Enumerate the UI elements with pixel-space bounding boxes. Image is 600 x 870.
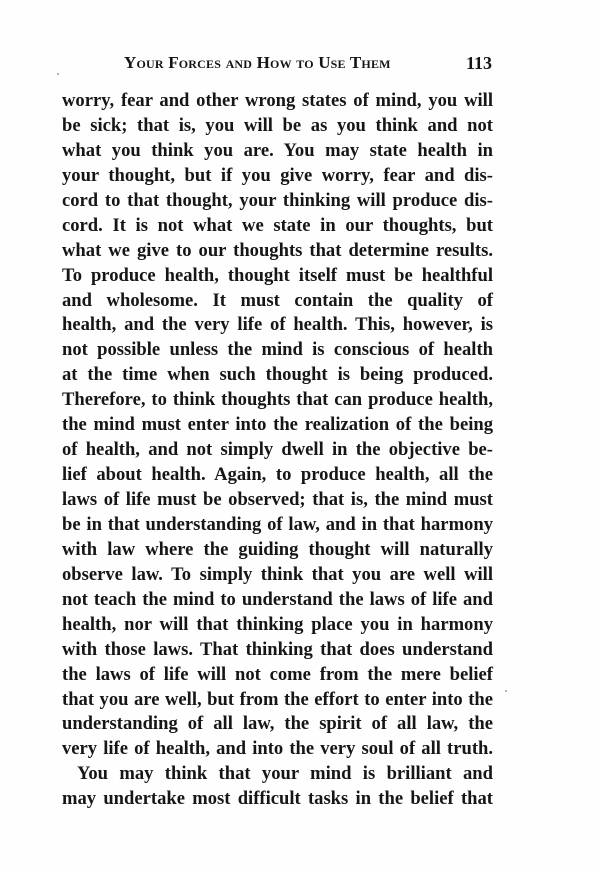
text-line: the mind must enter into the realization of the being [62,414,493,436]
text-line: Therefore, to think thoughts that can produce health, [62,389,493,411]
text-line: the laws of life will not come from the mere belief [62,663,493,685]
text-line: with those laws. That thinking that does understand [62,638,493,660]
text-line: be sick; that is, you will be as you think and not [62,114,493,136]
text-line: health, nor will that thinking place you in harmony [62,613,493,635]
text-line: laws of life must be observed; that is, the mind must [62,489,493,510]
text-line: health, and the very life of health. This, however, is [62,314,493,336]
text-line: that you are well, but from the effort to enter into the [62,688,493,710]
text-line: cord. It is not what we state in our thoughts, but [62,214,493,236]
text-line: what we give to our thoughts that determine results. [62,239,493,261]
text-line: cord to that thought, your thinking will produce dis- [62,189,493,211]
text-line: your thought, but if you give worry, fear and dis- [62,164,493,186]
text-line: lief about health. Again, to produce health, all the [62,464,493,486]
text-line: what you think you are. You may state health in [62,139,493,161]
text-line: not possible unless the mind is conscious of health [62,339,493,361]
text-line: of health, and not simply dwell in the objective be- [62,439,493,461]
running-title: Your Forces and How to Use Them [124,53,391,72]
text-line: observe law. To simply think that you are well will [62,563,493,585]
text-line: be in that understanding of law, and in that harmony [62,513,493,535]
text-line: at the time when such thought is being produced. [62,364,493,386]
text-line: To produce health, thought itself must be healthful [62,264,493,286]
text-line: may undertake most difficult tasks in the belief that [62,788,493,810]
text-line: and wholesome. It must contain the quality of [62,289,493,311]
page-number: 113 [465,53,492,73]
text-line: not teach the mind to understand the laws of life and [62,588,493,610]
text-line: worry, fear and other wrong states of mind, you will [62,90,493,111]
scan-speck [505,690,507,692]
text-line: understanding of all law, the spirit of all law, the [62,713,493,735]
running-head [124,53,492,77]
text-line: very life of health, and into the very soul of all truth. [62,738,493,760]
body-text [62,89,493,812]
scan-speck [57,73,59,75]
paragraph-start-line: You may think that your mind is brilliant and [77,763,493,785]
text-line: with law where the guiding thought will naturally [62,538,493,560]
